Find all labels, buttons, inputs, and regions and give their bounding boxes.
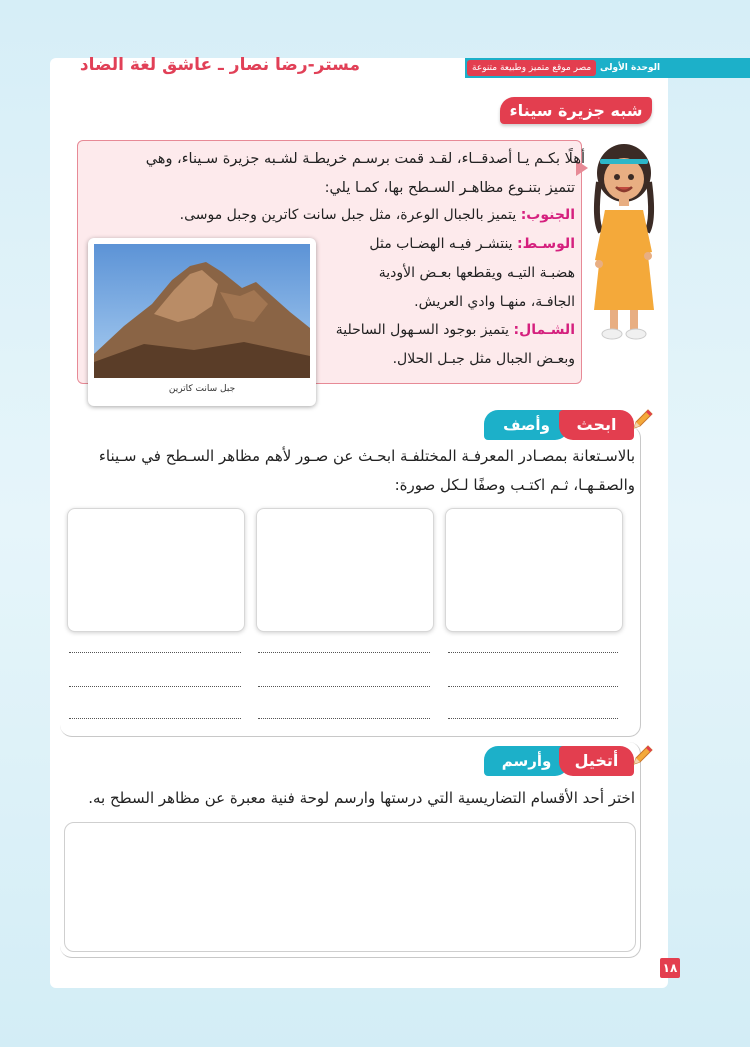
description-line[interactable] bbox=[448, 686, 618, 687]
unit-title-label: مصر موقع متميز وطبيعة متنوعة bbox=[467, 60, 596, 76]
north-line-2: وبعـض الجبال مثل جبـل الحلال. bbox=[392, 351, 575, 367]
description-line[interactable] bbox=[258, 686, 430, 687]
image-placeholder-3[interactable] bbox=[67, 508, 245, 632]
south-description bbox=[180, 207, 575, 223]
imagine-badge-main: أتخيل bbox=[559, 746, 634, 776]
imagine-badge bbox=[484, 746, 634, 776]
middle-description bbox=[369, 236, 575, 252]
drawing-area[interactable] bbox=[64, 822, 636, 952]
south-keyword: الجنوب: bbox=[520, 207, 575, 223]
mountain-photo bbox=[94, 244, 310, 378]
imagine-badge-sub: وأرسم bbox=[484, 746, 569, 776]
research-instruction-line-1: بالاسـتعانة بمصـادر المعرفـة المختلفـة ابحـث عن صـور لأهم مظاهر السـطح في سـيناء bbox=[98, 447, 635, 465]
middle-keyword: الوسـط: bbox=[517, 236, 575, 252]
description-line[interactable] bbox=[69, 652, 241, 653]
middle-line-2: هضبـة التيـه ويقطعها بعـض الأودية bbox=[378, 265, 575, 281]
page-number: ١٨ bbox=[660, 958, 680, 978]
description-line[interactable] bbox=[258, 652, 430, 653]
research-badge-sub: وأصف bbox=[484, 410, 569, 440]
photo-caption: جبل سانت كاترين bbox=[168, 384, 236, 394]
description-line[interactable] bbox=[258, 718, 430, 719]
north-text: يتميز بوجود السـهول الساحلية bbox=[335, 322, 514, 338]
pencil-icon bbox=[630, 408, 654, 432]
north-description bbox=[336, 322, 575, 338]
image-placeholder-2[interactable] bbox=[256, 508, 434, 632]
middle-line-3: الجافـة، منهـا وادي العريش. bbox=[414, 294, 575, 310]
description-line[interactable] bbox=[448, 718, 618, 719]
middle-text: ينتشـر فيـه الهضـاب مثل bbox=[369, 236, 518, 252]
north-keyword: الشـمال: bbox=[513, 322, 575, 338]
pencil-icon bbox=[630, 744, 654, 768]
research-badge bbox=[484, 410, 634, 440]
intro-line-1: أهلًا بكـم يـا أصدقــاء، لقـد قمت برسـم خريطـة لشـبه جزيرة سـيناء، وهي bbox=[145, 151, 585, 167]
girl-character-illustration bbox=[590, 140, 658, 345]
south-text: يتميز بالجبال الوعرة، مثل جبل سانت كاترين وجبل موسى. bbox=[179, 207, 521, 223]
intro-line-2: تتميز بتنـوع مظاهـر السـطح بها، كمـا يلي: bbox=[324, 180, 575, 196]
description-line[interactable] bbox=[69, 718, 241, 719]
description-line[interactable] bbox=[69, 686, 241, 687]
description-line[interactable] bbox=[448, 652, 618, 653]
image-placeholder-1[interactable] bbox=[445, 508, 623, 632]
research-instruction-line-2: والصقـهـا، ثـم اكتـب وصفًا لـكل صورة: bbox=[394, 476, 635, 494]
lesson-title: شبه جزيرة سيناء bbox=[500, 97, 652, 124]
research-badge-main: ابحث bbox=[559, 410, 634, 440]
photo-card bbox=[88, 238, 316, 406]
author-label: مستر-رضا نصار ـ عاشق لغة الضاد bbox=[79, 55, 360, 75]
unit-label: الوحدة الأولى bbox=[595, 60, 665, 76]
drawing-instruction: اختر أحد الأقسام التضاريسية التي درستها وارسم لوحة فنية معبرة عن مظاهر السطح به. bbox=[88, 789, 635, 807]
